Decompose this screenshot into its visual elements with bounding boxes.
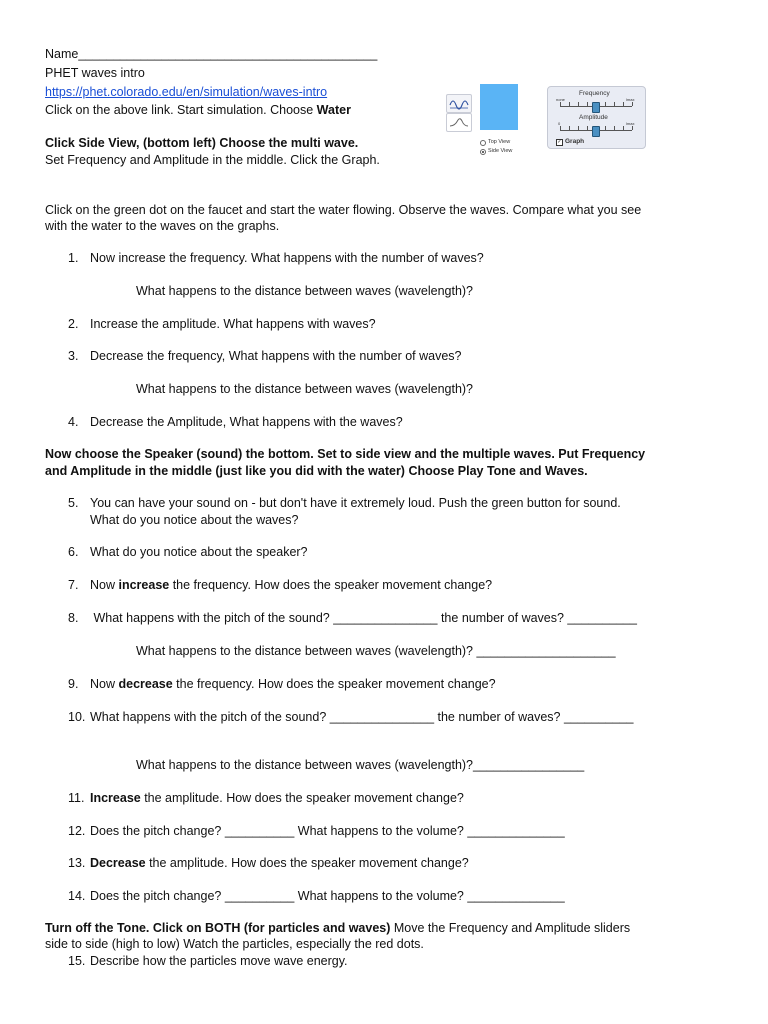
question-text: the frequency. How does the speaker movement change? bbox=[169, 578, 493, 592]
click-instruction bbox=[45, 103, 351, 118]
sim-controls-panel bbox=[547, 86, 646, 149]
question-number: 9. bbox=[68, 677, 79, 691]
increase-emphasis: Increase bbox=[90, 791, 141, 805]
amplitude-slider-thumb[interactable] bbox=[592, 126, 600, 137]
slider-tick bbox=[605, 126, 606, 130]
amplitude-label: Amplitude bbox=[579, 114, 608, 121]
frequency-label: Frequency bbox=[579, 90, 610, 97]
question-15 bbox=[68, 954, 348, 969]
amplitude-low-label: 0 bbox=[558, 121, 561, 126]
question-text: What do you notice about the speaker? bbox=[90, 545, 308, 559]
question-number: 15. bbox=[68, 954, 86, 968]
side-view-label: Side View bbox=[488, 148, 513, 154]
slider-tick bbox=[578, 126, 579, 130]
single-wave-icon bbox=[446, 113, 472, 132]
speaker-instruction-2: and Amplitude in the middle (just like you did with the water) Choose Play Tone and Waves. bbox=[45, 464, 588, 478]
slider-tick bbox=[578, 102, 579, 106]
question-text: Decrease the Amplitude, What happens with the waves? bbox=[90, 415, 403, 429]
slider-tick bbox=[614, 102, 615, 106]
question-3-followup: What happens to the distance between waves (wavelength)? bbox=[136, 382, 474, 396]
multi-wave-icon bbox=[446, 94, 472, 113]
frequency-high-label: lmax bbox=[626, 97, 635, 102]
slider-tick bbox=[632, 102, 633, 106]
graph-label: Graph bbox=[565, 138, 585, 145]
question-5 bbox=[68, 496, 621, 511]
turn-off-tone-emphasis: Turn off the Tone. Click on BOTH (for particles and waves) bbox=[45, 921, 391, 935]
question-1 bbox=[68, 251, 484, 266]
water-choice: Water bbox=[316, 103, 351, 117]
question-text: Does the pitch change? __________ What happens to the volume? ______________ bbox=[90, 824, 565, 838]
question-text: Increase the amplitude. What happens with waves? bbox=[90, 317, 376, 331]
graph-checkbox[interactable]: ✓ bbox=[557, 139, 562, 145]
question-number: 6. bbox=[68, 545, 79, 559]
question-12 bbox=[68, 824, 565, 839]
slider-tick bbox=[632, 126, 633, 130]
question-13 bbox=[68, 856, 469, 871]
question-10-followup: What happens to the distance between waves (wavelength)?________________ bbox=[136, 758, 585, 772]
final-instruction-1 bbox=[45, 921, 630, 936]
question-text: Now bbox=[90, 677, 119, 691]
question-1-followup: What happens to the distance between waves (wavelength)? bbox=[136, 284, 474, 298]
final-instruction-text: Move the Frequency and Amplitude sliders bbox=[390, 921, 631, 935]
slider-tick bbox=[587, 126, 588, 130]
set-frequency-instruction: Set Frequency and Amplitude in the middle. Click the Graph. bbox=[45, 153, 380, 167]
question-5-line-2: What do you notice about the waves? bbox=[90, 513, 299, 527]
question-number: 14. bbox=[68, 889, 86, 903]
question-number: 4. bbox=[68, 415, 79, 429]
question-4 bbox=[68, 415, 403, 430]
question-text: Decrease the frequency, What happens with the number of waves? bbox=[90, 349, 462, 363]
top-view-label: Top View bbox=[488, 139, 511, 145]
frequency-slider-thumb[interactable] bbox=[592, 102, 600, 113]
intro-line-1: Click on the green dot on the faucet and start the water flowing. Observe the waves. Compare what you see bbox=[45, 203, 642, 217]
question-text: the amplitude. How does the speaker movement change? bbox=[145, 856, 469, 870]
question-text: Now bbox=[90, 578, 119, 592]
question-7 bbox=[68, 578, 492, 593]
top-view-radio[interactable] bbox=[480, 140, 486, 146]
question-8-followup: What happens to the distance between waves (wavelength)? ____________________ bbox=[136, 644, 616, 658]
question-14 bbox=[68, 889, 565, 904]
side-view-radio[interactable] bbox=[480, 149, 486, 155]
water-preview bbox=[480, 84, 518, 130]
question-text: Does the pitch change? __________ What happens to the volume? ______________ bbox=[90, 889, 565, 903]
question-2 bbox=[68, 317, 376, 332]
slider-tick bbox=[569, 102, 570, 106]
question-10 bbox=[68, 710, 633, 725]
slider-tick bbox=[623, 102, 624, 106]
question-text: the frequency. How does the speaker movement change? bbox=[172, 677, 496, 691]
slider-tick bbox=[614, 126, 615, 130]
slider-tick bbox=[587, 102, 588, 106]
worksheet-title: PHET waves intro bbox=[45, 66, 145, 80]
question-number: 3. bbox=[68, 349, 79, 363]
slider-tick bbox=[560, 126, 561, 130]
speaker-instruction-1: Now choose the Speaker (sound) the bottom. Set to side view and the multiple waves. Put Frequency bbox=[45, 447, 646, 461]
amplitude-high-label: lmax bbox=[626, 121, 635, 126]
question-number: 2. bbox=[68, 317, 79, 331]
side-view-instruction: Click Side View, (bottom left) Choose the multi wave. bbox=[45, 136, 359, 150]
question-8 bbox=[68, 611, 637, 626]
question-number: 7. bbox=[68, 578, 79, 592]
question-number: 11. bbox=[68, 791, 85, 805]
question-6 bbox=[68, 545, 308, 560]
decrease-emphasis: decrease bbox=[118, 677, 173, 691]
phet-link[interactable]: https://phet.colorado.edu/en/simulation/waves-intro bbox=[45, 85, 328, 99]
slider-tick bbox=[605, 102, 606, 106]
question-number: 8. bbox=[68, 611, 79, 625]
slider-tick bbox=[560, 102, 561, 106]
sim-screenshot-view bbox=[445, 80, 525, 162]
frequency-low-label: none bbox=[556, 97, 565, 102]
question-text: What happens with the pitch of the sound? _______________ the number of waves? __________ bbox=[90, 710, 634, 724]
question-text: What happens with the pitch of the sound? _______________ the number of waves? __________ bbox=[90, 611, 637, 625]
question-9 bbox=[68, 677, 496, 692]
question-number: 12. bbox=[68, 824, 86, 838]
question-text: Now increase the frequency. What happens with the number of waves? bbox=[90, 251, 484, 265]
question-number: 13. bbox=[68, 856, 86, 870]
slider-tick bbox=[569, 126, 570, 130]
question-number: 10. bbox=[68, 710, 86, 724]
question-text: You can have your sound on - but don't have it extremely loud. Push the green button for sound. bbox=[90, 496, 621, 510]
question-11 bbox=[68, 791, 464, 806]
question-number: 5. bbox=[68, 496, 79, 510]
question-text: the amplitude. How does the speaker movement change? bbox=[140, 791, 464, 805]
question-number: 1. bbox=[68, 251, 79, 265]
question-text: Describe how the particles move wave energy. bbox=[90, 954, 348, 968]
slider-tick bbox=[623, 126, 624, 130]
intro-line-2: with the water to the waves on the graphs. bbox=[45, 219, 280, 233]
name-line: Name___________________________________________ bbox=[45, 47, 378, 61]
question-3 bbox=[68, 349, 462, 364]
click-instruction-text: Click on the above link. Start simulation. Choose bbox=[45, 103, 317, 117]
final-instruction-2: side to side (high to low) Watch the particles, especially the red dots. bbox=[45, 937, 424, 951]
decrease-emphasis: Decrease bbox=[90, 856, 146, 870]
increase-emphasis: increase bbox=[118, 578, 170, 592]
